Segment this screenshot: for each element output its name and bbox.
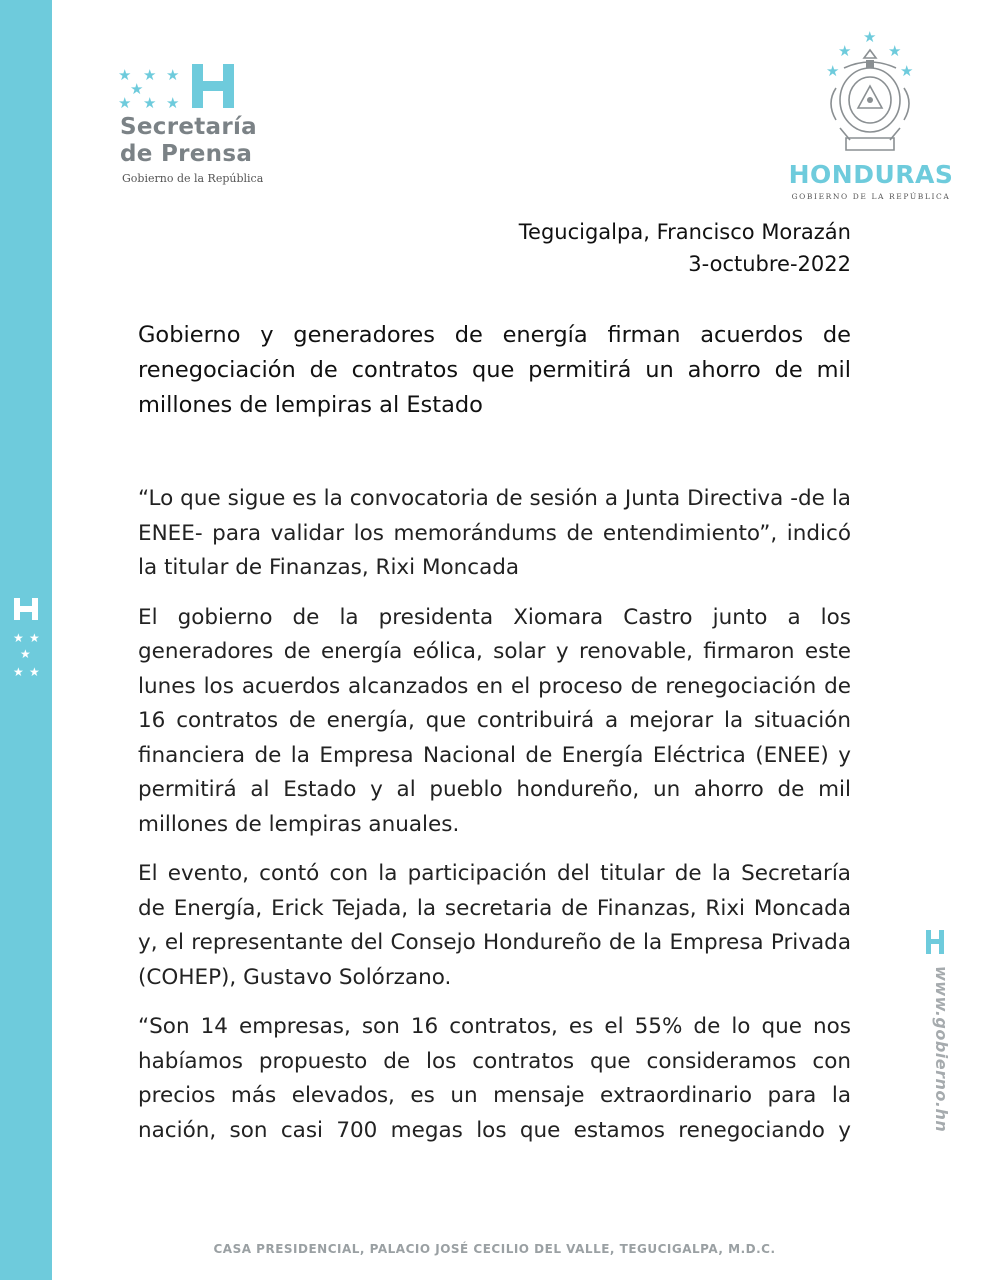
footer-address: CASA PRESIDENCIAL, PALACIO JOSÉ CECILIO DEL VALLE, TEGUCIGALPA, M.D.C.	[213, 1242, 776, 1256]
svg-text:★: ★	[888, 42, 902, 60]
honduras-coat-of-arms-icon	[806, 28, 936, 158]
logo-text-secretaria: Secretaría	[120, 114, 258, 140]
logo-text-honduras: HONDURAS	[788, 160, 954, 189]
h-logo-icon	[926, 930, 944, 954]
dateline-date: 3-octubre-2022	[688, 252, 851, 276]
svg-text:★: ★	[13, 665, 24, 679]
svg-text:★: ★	[20, 647, 31, 661]
star-icon	[118, 62, 188, 112]
honduras-logo	[780, 28, 960, 203]
svg-text:★: ★	[900, 62, 914, 80]
h-star-logo-icon	[10, 596, 42, 682]
logo-text-de-prensa: de Prensa	[120, 141, 253, 167]
svg-text:★: ★	[166, 66, 180, 84]
side-stripe	[0, 0, 52, 1280]
svg-text:★: ★	[118, 94, 132, 112]
svg-text:★: ★	[143, 94, 157, 112]
paragraph: El evento, contó con la participación del titular de la Secretaría de Energía, Erick Tejada, la secretaria de Finanzas, Rixi Moncada y, el representante del Consejo Hondureño de la Empresa Privada (COHEP), Gustavo Solórzano.	[138, 861, 851, 990]
paragraph: “Son 14 empresas, son 16 contratos, es el 55% de lo que nos habíamos propuesto de los contratos que consideramos con precios más elevados, es un mensaje extraordinario para la nación, son casi 700 megas los que estamos renegociando y	[138, 1014, 851, 1143]
svg-text:★: ★	[130, 80, 144, 98]
headline: Gobierno y generadores de energía firman acuerdos de renegociación de contratos que permitirá un ahorro de mil millones de lempiras al Estado	[138, 322, 851, 418]
logo-text-gobierno: Gobierno de la República	[122, 172, 264, 185]
logo-text-gobierno-republica: GOBIERNO DE LA REPÚBLICA	[791, 192, 951, 201]
svg-text:★: ★	[838, 42, 852, 60]
secretaria-prensa-logo	[118, 62, 298, 192]
svg-text:★: ★	[166, 94, 180, 112]
side-url	[918, 930, 952, 1133]
svg-text:★: ★	[143, 66, 157, 84]
svg-text:★: ★	[118, 66, 132, 84]
side-url-text: www.gobierno.hn	[932, 966, 951, 1133]
svg-text:★: ★	[29, 631, 40, 645]
dateline-place: Tegucigalpa, Francisco Morazán	[518, 220, 851, 244]
dateline	[519, 216, 851, 280]
article-body	[138, 482, 851, 1163]
svg-text:★: ★	[13, 631, 24, 645]
paragraph: El gobierno de la presidenta Xiomara Castro junto a los generadores de energía eólica, solar y renovable, firmaron este lunes los acuerdos alcanzados en el proceso de renegociación de 16 contratos de energía, que contribuirá a mejorar la situación financiera de la Empresa Nacional de Energía Eléctrica (ENEE) y permitirá al Estado y al pueblo hondureño, un ahorro de mil millones de lempiras anuales.	[138, 604, 851, 837]
paragraph: “Lo que sigue es la convocatoria de sesión a Junta Directiva -de la ENEE- para validar los memorándums de entendimiento”, indicó la titular de Finanzas, Rixi Moncada	[138, 486, 851, 580]
svg-text:★: ★	[826, 62, 840, 80]
svg-text:★: ★	[863, 28, 877, 46]
svg-text:★: ★	[29, 665, 40, 679]
h-logo-icon	[192, 64, 234, 108]
